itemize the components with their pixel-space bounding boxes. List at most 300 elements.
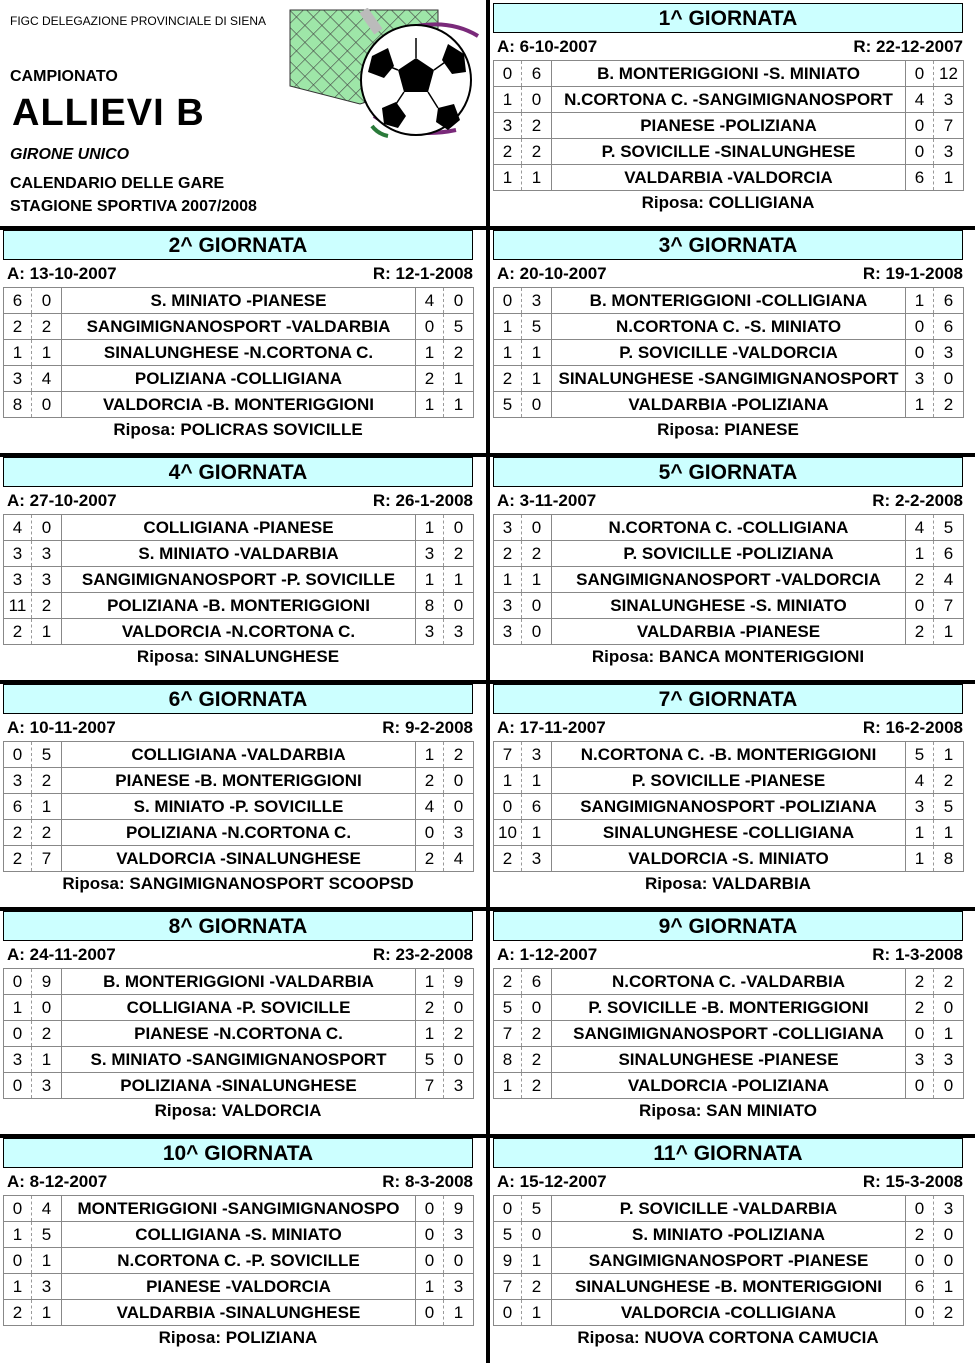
ritorno-date: R: 8-3-2008 (382, 1172, 473, 1191)
match-table (493, 1195, 964, 1326)
category-title: ALLIEVI B (12, 92, 205, 134)
match-teams: N.CORTONA C. -VALDARBIA (552, 969, 906, 995)
first-leg-home-goals: 9 (494, 1248, 522, 1274)
return-leg-home-goals: 0 (906, 593, 934, 619)
round-title: 8^ GIORNATA (3, 911, 473, 941)
first-leg-away-goals: 0 (522, 392, 552, 418)
first-leg-home-goals: 0 (494, 794, 522, 820)
match-teams: COLLIGIANA -VALDARBIA (62, 742, 416, 768)
resting-team: Riposa: NUOVA CORTONA CAMUCIA (577, 1328, 879, 1347)
return-leg-home-goals: 4 (906, 515, 934, 541)
return-leg-home-goals: 0 (906, 1073, 934, 1099)
first-leg-home-goals: 5 (494, 1222, 522, 1248)
first-leg-home-goals: 2 (494, 846, 522, 872)
first-leg-away-goals: 0 (522, 619, 552, 645)
match-row (494, 541, 964, 567)
first-leg-home-goals: 2 (4, 820, 32, 846)
match-row (494, 1248, 964, 1274)
first-leg-away-goals: 1 (522, 340, 552, 366)
first-leg-away-goals: 1 (32, 1047, 62, 1073)
return-leg-away-goals: 3 (934, 340, 964, 366)
return-leg-away-goals: 1 (444, 1300, 474, 1326)
return-leg-away-goals: 7 (934, 593, 964, 619)
match-table (493, 741, 964, 872)
first-leg-away-goals: 7 (32, 846, 62, 872)
match-table (3, 741, 474, 872)
ritorno-date: R: 15-3-2008 (862, 1172, 963, 1191)
first-leg-away-goals: 3 (522, 288, 552, 314)
first-leg-home-goals: 11 (4, 593, 32, 619)
return-leg-home-goals: 2 (906, 969, 934, 995)
return-leg-home-goals: 1 (416, 340, 444, 366)
ritorno-date: R: 22-12-2007 (853, 37, 963, 56)
match-row (4, 1274, 474, 1300)
first-leg-home-goals: 3 (4, 567, 32, 593)
return-leg-home-goals: 6 (906, 1274, 934, 1300)
match-teams: S. MINIATO -SANGIMIGNANOSPORT (62, 1047, 416, 1073)
first-leg-home-goals: 2 (4, 1300, 32, 1326)
return-leg-home-goals: 0 (416, 1222, 444, 1248)
first-leg-away-goals: 1 (32, 1248, 62, 1274)
first-leg-home-goals: 2 (494, 541, 522, 567)
first-leg-home-goals: 1 (4, 1274, 32, 1300)
resting-team: Riposa: COLLIGIANA (641, 193, 815, 212)
match-teams: B. MONTERIGGIONI -VALDARBIA (62, 969, 416, 995)
first-leg-away-goals: 2 (522, 1274, 552, 1300)
first-leg-home-goals: 0 (4, 969, 32, 995)
first-leg-away-goals: 1 (32, 1300, 62, 1326)
first-leg-away-goals: 1 (522, 366, 552, 392)
first-leg-home-goals: 3 (494, 619, 522, 645)
match-row (494, 1073, 964, 1099)
round-title: 11^ GIORNATA (493, 1138, 963, 1168)
match-row (4, 742, 474, 768)
first-leg-away-goals: 5 (522, 1196, 552, 1222)
first-leg-home-goals: 8 (4, 392, 32, 418)
match-row (494, 567, 964, 593)
return-leg-home-goals: 3 (416, 619, 444, 645)
andata-date: A: 8-12-2007 (7, 1172, 108, 1191)
return-leg-away-goals: 5 (934, 794, 964, 820)
match-teams: VALDORCIA -POLIZIANA (552, 1073, 906, 1099)
return-leg-home-goals: 0 (906, 1021, 934, 1047)
first-leg-home-goals: 1 (4, 995, 32, 1021)
match-row (494, 165, 964, 191)
first-leg-away-goals: 5 (32, 742, 62, 768)
ritorno-date: R: 23-2-2008 (372, 945, 473, 964)
round-title: 6^ GIORNATA (3, 684, 473, 714)
return-leg-home-goals: 0 (906, 314, 934, 340)
first-leg-away-goals: 2 (32, 1021, 62, 1047)
andata-date: A: 6-10-2007 (497, 37, 598, 56)
match-teams: SINALUNGHESE -PIANESE (552, 1047, 906, 1073)
return-leg-away-goals: 0 (444, 593, 474, 619)
return-leg-home-goals: 3 (906, 366, 934, 392)
first-leg-away-goals: 0 (32, 288, 62, 314)
match-row (494, 1047, 964, 1073)
return-leg-away-goals: 1 (444, 392, 474, 418)
return-leg-away-goals: 0 (444, 288, 474, 314)
return-leg-away-goals: 0 (934, 366, 964, 392)
return-leg-away-goals: 4 (934, 567, 964, 593)
first-leg-home-goals: 0 (4, 1248, 32, 1274)
match-row (4, 768, 474, 794)
round-block (490, 1135, 968, 1362)
round-title: 10^ GIORNATA (3, 1138, 473, 1168)
first-leg-away-goals: 0 (522, 515, 552, 541)
match-row (4, 846, 474, 872)
match-row (494, 1274, 964, 1300)
match-row (4, 969, 474, 995)
return-leg-home-goals: 4 (416, 288, 444, 314)
match-teams: VALDARBIA -VALDORCIA (552, 165, 906, 191)
match-row (4, 288, 474, 314)
match-row (4, 314, 474, 340)
first-leg-home-goals: 7 (494, 1274, 522, 1300)
match-teams: SINALUNGHESE -N.CORTONA C. (62, 340, 416, 366)
first-leg-away-goals: 2 (522, 1021, 552, 1047)
match-row (494, 1222, 964, 1248)
match-row (494, 1196, 964, 1222)
match-row (4, 1021, 474, 1047)
match-teams: COLLIGIANA -S. MINIATO (62, 1222, 416, 1248)
return-leg-home-goals: 0 (906, 113, 934, 139)
return-leg-home-goals: 2 (416, 768, 444, 794)
match-teams: N.CORTONA C. -S. MINIATO (552, 314, 906, 340)
return-leg-home-goals: 1 (906, 288, 934, 314)
return-leg-away-goals: 6 (934, 314, 964, 340)
andata-date: A: 17-11-2007 (497, 718, 606, 737)
first-leg-home-goals: 1 (4, 340, 32, 366)
round-block (490, 908, 968, 1135)
return-leg-home-goals: 2 (416, 995, 444, 1021)
ritorno-date: R: 19-1-2008 (862, 264, 963, 283)
return-leg-home-goals: 0 (416, 820, 444, 846)
first-leg-home-goals: 7 (494, 1021, 522, 1047)
return-leg-away-goals: 3 (444, 1274, 474, 1300)
first-leg-home-goals: 1 (494, 768, 522, 794)
return-leg-home-goals: 1 (906, 392, 934, 418)
match-teams: S. MINIATO -POLIZIANA (552, 1222, 906, 1248)
round-title: 4^ GIORNATA (3, 457, 473, 487)
return-leg-home-goals: 0 (906, 1300, 934, 1326)
match-teams: P. SOVICILLE -SINALUNGHESE (552, 139, 906, 165)
match-teams: S. MINIATO -PIANESE (62, 288, 416, 314)
round-block (490, 681, 968, 908)
match-teams: PIANESE -VALDORCIA (62, 1274, 416, 1300)
andata-date: A: 24-11-2007 (7, 945, 116, 964)
match-row (494, 515, 964, 541)
round-dates (497, 489, 963, 513)
return-leg-home-goals: 2 (906, 995, 934, 1021)
first-leg-away-goals: 1 (522, 1300, 552, 1326)
return-leg-away-goals: 3 (934, 1196, 964, 1222)
return-leg-home-goals: 0 (416, 314, 444, 340)
match-row (494, 139, 964, 165)
andata-date: A: 10-11-2007 (7, 718, 116, 737)
match-teams: SINALUNGHESE -SANGIMIGNANOSPORT (552, 366, 906, 392)
return-leg-away-goals: 2 (444, 340, 474, 366)
return-leg-away-goals: 1 (934, 619, 964, 645)
first-leg-away-goals: 5 (32, 1222, 62, 1248)
first-leg-away-goals: 0 (522, 1222, 552, 1248)
return-leg-home-goals: 0 (906, 1196, 934, 1222)
round-block (0, 681, 478, 908)
return-leg-away-goals: 0 (934, 1248, 964, 1274)
first-leg-away-goals: 9 (32, 969, 62, 995)
first-leg-home-goals: 2 (4, 314, 32, 340)
return-leg-home-goals: 1 (416, 515, 444, 541)
return-leg-away-goals: 8 (934, 846, 964, 872)
first-leg-home-goals: 1 (4, 1222, 32, 1248)
match-row (4, 392, 474, 418)
first-leg-away-goals: 2 (522, 1047, 552, 1073)
first-leg-away-goals: 3 (32, 1073, 62, 1099)
match-row (4, 366, 474, 392)
match-teams: COLLIGIANA -PIANESE (62, 515, 416, 541)
match-teams: VALDORCIA -S. MINIATO (552, 846, 906, 872)
first-leg-home-goals: 3 (494, 593, 522, 619)
return-leg-away-goals: 2 (934, 768, 964, 794)
round-block (0, 1135, 478, 1362)
ritorno-date: R: 9-2-2008 (382, 718, 473, 737)
first-leg-away-goals: 6 (522, 794, 552, 820)
return-leg-home-goals: 0 (416, 1300, 444, 1326)
round-block (0, 227, 478, 454)
first-leg-away-goals: 0 (522, 995, 552, 1021)
match-teams: VALDORCIA -SINALUNGHESE (62, 846, 416, 872)
return-leg-away-goals: 9 (444, 1196, 474, 1222)
return-leg-home-goals: 4 (906, 768, 934, 794)
match-row (494, 61, 964, 87)
match-row (4, 820, 474, 846)
match-row (4, 794, 474, 820)
match-row (494, 1300, 964, 1326)
match-row (494, 392, 964, 418)
match-row (494, 794, 964, 820)
return-leg-home-goals: 8 (416, 593, 444, 619)
first-leg-home-goals: 0 (494, 61, 522, 87)
match-teams: SANGIMIGNANOSPORT -VALDORCIA (552, 567, 906, 593)
match-teams: SANGIMIGNANOSPORT -COLLIGIANA (552, 1021, 906, 1047)
match-teams: P. SOVICILLE -VALDORCIA (552, 340, 906, 366)
return-leg-home-goals: 1 (416, 1021, 444, 1047)
match-teams: B. MONTERIGGIONI -COLLIGIANA (552, 288, 906, 314)
match-row (494, 619, 964, 645)
match-row (494, 593, 964, 619)
match-row (494, 768, 964, 794)
resting-team: Riposa: PIANESE (657, 420, 799, 439)
first-leg-away-goals: 2 (32, 820, 62, 846)
return-leg-home-goals: 0 (906, 340, 934, 366)
first-leg-home-goals: 1 (494, 340, 522, 366)
return-leg-away-goals: 4 (444, 846, 474, 872)
return-leg-home-goals: 0 (416, 1196, 444, 1222)
ritorno-date: R: 1-3-2008 (872, 945, 963, 964)
federation-label: FIGC DELEGAZIONE PROVINCIALE DI SIENA (10, 14, 267, 28)
first-leg-away-goals: 2 (522, 113, 552, 139)
first-leg-away-goals: 3 (522, 846, 552, 872)
season-label: STAGIONE SPORTIVA 2007/2008 (10, 198, 257, 215)
round-block (0, 454, 478, 681)
ritorno-date: R: 2-2-2008 (872, 491, 963, 510)
first-leg-home-goals: 8 (494, 1047, 522, 1073)
return-leg-home-goals: 3 (906, 794, 934, 820)
first-leg-away-goals: 0 (32, 995, 62, 1021)
match-teams: N.CORTONA C. -B. MONTERIGGIONI (552, 742, 906, 768)
first-leg-home-goals: 3 (494, 113, 522, 139)
return-leg-home-goals: 4 (906, 87, 934, 113)
match-teams: VALDARBIA -POLIZIANA (552, 392, 906, 418)
match-teams: P. SOVICILLE -B. MONTERIGGIONI (552, 995, 906, 1021)
return-leg-away-goals: 0 (444, 794, 474, 820)
round-dates (7, 716, 473, 740)
return-leg-away-goals: 6 (934, 541, 964, 567)
first-leg-home-goals: 3 (4, 1047, 32, 1073)
return-leg-home-goals: 0 (906, 1248, 934, 1274)
return-leg-away-goals: 0 (934, 1222, 964, 1248)
round-title: 2^ GIORNATA (3, 230, 473, 260)
first-leg-home-goals: 1 (494, 87, 522, 113)
resting-team: Riposa: SAN MINIATO (639, 1101, 817, 1120)
first-leg-away-goals: 1 (32, 340, 62, 366)
return-leg-home-goals: 3 (416, 541, 444, 567)
ritorno-date: R: 26-1-2008 (372, 491, 473, 510)
match-teams: POLIZIANA -N.CORTONA C. (62, 820, 416, 846)
first-leg-away-goals: 1 (522, 1248, 552, 1274)
match-row (4, 593, 474, 619)
match-teams: VALDARBIA -SINALUNGHESE (62, 1300, 416, 1326)
first-leg-away-goals: 0 (522, 87, 552, 113)
return-leg-away-goals: 2 (934, 1300, 964, 1326)
round-title: 3^ GIORNATA (493, 230, 963, 260)
round-dates (497, 262, 963, 286)
return-leg-away-goals: 2 (934, 392, 964, 418)
match-teams: SINALUNGHESE -B. MONTERIGGIONI (552, 1274, 906, 1300)
match-teams: POLIZIANA -B. MONTERIGGIONI (62, 593, 416, 619)
return-leg-home-goals: 5 (906, 742, 934, 768)
return-leg-away-goals: 1 (934, 1021, 964, 1047)
first-leg-home-goals: 2 (494, 139, 522, 165)
round-dates (497, 1170, 963, 1194)
return-leg-away-goals: 0 (934, 995, 964, 1021)
first-leg-away-goals: 1 (522, 165, 552, 191)
round-title: 1^ GIORNATA (493, 3, 963, 33)
first-leg-home-goals: 7 (494, 742, 522, 768)
round-block (490, 454, 968, 681)
match-row (4, 1047, 474, 1073)
return-leg-away-goals: 6 (934, 288, 964, 314)
round-block (0, 908, 478, 1135)
match-row (4, 1300, 474, 1326)
first-leg-home-goals: 0 (4, 1196, 32, 1222)
first-leg-away-goals: 2 (32, 768, 62, 794)
match-teams: S. MINIATO -P. SOVICILLE (62, 794, 416, 820)
return-leg-home-goals: 2 (416, 366, 444, 392)
first-leg-home-goals: 6 (4, 794, 32, 820)
match-row (4, 567, 474, 593)
first-leg-home-goals: 4 (4, 515, 32, 541)
return-leg-away-goals: 3 (934, 139, 964, 165)
first-leg-away-goals: 3 (32, 541, 62, 567)
match-teams: SANGIMIGNANOSPORT -POLIZIANA (552, 794, 906, 820)
first-leg-away-goals: 1 (522, 820, 552, 846)
first-leg-home-goals: 1 (494, 1073, 522, 1099)
return-leg-away-goals: 2 (444, 1021, 474, 1047)
match-teams: N.CORTONA C. -COLLIGIANA (552, 515, 906, 541)
round-dates (497, 716, 963, 740)
round-dates (7, 489, 473, 513)
first-leg-home-goals: 0 (4, 1073, 32, 1099)
match-teams: B. MONTERIGGIONI -S. MINIATO (552, 61, 906, 87)
match-row (494, 1021, 964, 1047)
match-table (493, 514, 964, 645)
match-teams: MONTERIGGIONI -SANGIMIGNANOSPO (62, 1196, 416, 1222)
first-leg-home-goals: 1 (494, 314, 522, 340)
round-dates (497, 35, 963, 59)
match-teams: SANGIMIGNANOSPORT -VALDARBIA (62, 314, 416, 340)
match-row (494, 87, 964, 113)
first-leg-home-goals: 10 (494, 820, 522, 846)
match-row (494, 820, 964, 846)
first-leg-home-goals: 2 (4, 619, 32, 645)
girone-label: GIRONE UNICO (10, 146, 130, 163)
match-table (3, 514, 474, 645)
resting-team: Riposa: VALDORCIA (154, 1101, 322, 1120)
first-leg-away-goals: 6 (522, 61, 552, 87)
match-row (4, 1073, 474, 1099)
round-block (490, 0, 968, 227)
round-title: 5^ GIORNATA (493, 457, 963, 487)
andata-date: A: 3-11-2007 (497, 491, 597, 510)
first-leg-away-goals: 5 (522, 314, 552, 340)
first-leg-home-goals: 0 (494, 288, 522, 314)
match-table (3, 1195, 474, 1326)
first-leg-away-goals: 2 (32, 593, 62, 619)
first-leg-away-goals: 3 (32, 1274, 62, 1300)
andata-date: A: 27-10-2007 (7, 491, 117, 510)
first-leg-away-goals: 2 (522, 1073, 552, 1099)
match-teams: P. SOVICILLE -VALDARBIA (552, 1196, 906, 1222)
match-row (494, 366, 964, 392)
return-leg-home-goals: 1 (906, 820, 934, 846)
first-leg-away-goals: 4 (32, 366, 62, 392)
resting-team: Riposa: VALDARBIA (645, 874, 811, 893)
return-leg-home-goals: 1 (416, 742, 444, 768)
first-leg-home-goals: 3 (494, 515, 522, 541)
first-leg-home-goals: 3 (4, 541, 32, 567)
match-teams: VALDORCIA -N.CORTONA C. (62, 619, 416, 645)
match-table (493, 287, 964, 418)
return-leg-home-goals: 1 (416, 969, 444, 995)
first-leg-home-goals: 1 (494, 567, 522, 593)
first-leg-home-goals: 5 (494, 392, 522, 418)
return-leg-home-goals: 5 (416, 1047, 444, 1073)
first-leg-away-goals: 0 (32, 515, 62, 541)
first-leg-home-goals: 0 (494, 1300, 522, 1326)
match-teams: POLIZIANA -COLLIGIANA (62, 366, 416, 392)
first-leg-home-goals: 0 (494, 1196, 522, 1222)
soccer-goal-logo-icon (288, 8, 484, 142)
first-leg-away-goals: 1 (522, 768, 552, 794)
return-leg-away-goals: 1 (934, 820, 964, 846)
resting-team: Riposa: POLIZIANA (158, 1328, 318, 1347)
match-row (4, 541, 474, 567)
return-leg-home-goals: 2 (906, 1222, 934, 1248)
first-leg-home-goals: 0 (4, 1021, 32, 1047)
first-leg-home-goals: 3 (4, 768, 32, 794)
return-leg-away-goals: 2 (444, 541, 474, 567)
